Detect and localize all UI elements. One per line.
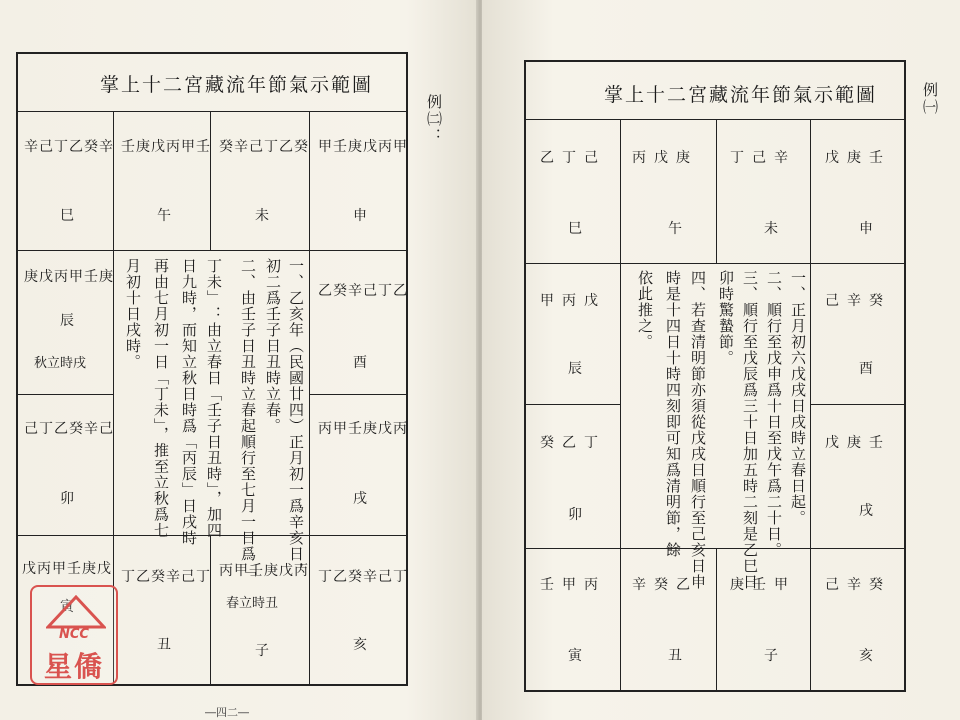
left-cell-hai — [309, 535, 408, 686]
left-example-label: 例㈡： — [425, 94, 443, 145]
right-cell-wu — [620, 119, 717, 264]
left-text-col-1: 一、乙亥年（民國廿四）正月初一爲辛亥日， — [287, 258, 305, 578]
right-stems-wu: 丙戊庚 — [632, 150, 698, 166]
right-cell-wei — [716, 119, 811, 264]
right-cell-shen — [810, 119, 906, 264]
right-text-col-1: 一、正月初六戊戌日戌時立春日起。 — [789, 270, 807, 526]
stamp-name: 星僑 — [43, 650, 104, 683]
right-branch-mao: 卯 — [568, 507, 582, 523]
watermark-stamp — [30, 585, 118, 685]
left-branch-chen: 辰 — [60, 313, 74, 329]
left-stems-shen: 甲壬庚戊丙甲 — [318, 139, 408, 155]
left-branch-chou: 丑 — [157, 637, 171, 653]
triangle-logo-icon — [46, 595, 106, 629]
right-stems-yin: 壬甲丙 — [540, 577, 606, 593]
right-branch-you: 酉 — [859, 361, 873, 377]
left-branch-shen: 申 — [353, 208, 367, 224]
left-stems-you: 乙癸辛己丁乙 — [318, 283, 408, 299]
right-text-col-4: 卯時驚蟄節。 — [717, 270, 735, 366]
right-branch-wei: 未 — [764, 221, 778, 237]
left-branch-yin: 寅 — [60, 599, 74, 615]
right-page — [482, 0, 960, 720]
right-branch-shen: 申 — [859, 221, 873, 237]
right-cell-chen — [524, 263, 621, 405]
left-stems-zi: 丙甲壬庚戊丙 — [219, 563, 309, 579]
right-stems-mao: 癸乙丁 — [540, 435, 606, 451]
left-stems-si: 辛己丁乙癸辛 — [24, 139, 114, 155]
right-stems-chen: 甲丙戊 — [540, 293, 606, 309]
left-stems-xu: 丙甲壬庚戊丙 — [318, 421, 408, 437]
left-cell-you — [309, 250, 408, 395]
right-stems-si: 乙丁己 — [540, 150, 606, 166]
right-text-col-6: 時是十四日十時四刻即可知爲清明節，餘 — [664, 270, 682, 558]
left-cell-xu — [309, 394, 408, 536]
left-stems-wu: 壬庚戊丙甲壬 — [121, 139, 211, 155]
right-diagram-title: 掌上十二宮藏流年節氣示範圖 — [604, 84, 878, 106]
right-cell-zi — [716, 548, 811, 692]
left-text-col-7: 月初十日戌時。 — [124, 258, 142, 370]
right-text-col-5: 四、若查清明節亦須從戊戌日順行至己亥日申 — [689, 270, 707, 590]
right-stems-hai: 己辛癸 — [825, 577, 891, 593]
right-branch-chou: 丑 — [668, 648, 682, 664]
left-stems-yin: 戊丙甲壬庚戊 — [22, 561, 112, 577]
right-branch-hai: 亥 — [859, 648, 873, 664]
left-branch-zi: 子 — [255, 643, 269, 659]
left-branch-mao: 卯 — [60, 491, 74, 507]
left-text-col-4: 丁未」：由立春日「壬子日丑時」，加四 — [205, 258, 223, 539]
right-text-col-2: 二、順行至戊申爲十日至戊午爲二十日。 — [765, 270, 783, 558]
left-stems-chen: 庚戊丙甲壬庚 — [24, 269, 114, 285]
left-text-col-6: 再由七月初一日「丁未」，推至立秋爲七 — [152, 258, 170, 539]
right-text-col-7: 依此推之。 — [636, 270, 654, 350]
left-cell-mao — [16, 394, 114, 536]
left-text-col-3: 二、由壬子日丑時立春起順行至七月一日爲「 — [239, 258, 257, 578]
left-cell-si — [16, 111, 114, 251]
left-cell-wei — [210, 111, 310, 251]
left-stems-hai: 丁乙癸辛己丁 — [318, 569, 408, 585]
left-branch-wu: 午 — [157, 208, 171, 224]
left-note-zi: 春立時丑 — [226, 596, 279, 611]
right-branch-si: 巳 — [568, 221, 582, 237]
right-example-label: 例㈠ — [921, 82, 939, 116]
left-stems-wei: 癸辛己丁乙癸 — [219, 139, 309, 155]
left-branch-you: 酉 — [353, 355, 367, 371]
right-stems-shen: 戊庚壬 — [825, 150, 891, 166]
right-stems-xu: 戊庚壬 — [825, 435, 891, 451]
left-branch-xu: 戌 — [353, 491, 367, 507]
right-cell-hai — [810, 548, 906, 692]
left-cell-chou — [113, 535, 211, 686]
stamp-abbr: NCC — [59, 627, 89, 642]
right-cell-mao — [524, 404, 621, 549]
right-stems-zi: 庚壬甲 — [730, 577, 796, 593]
left-stems-chou: 丁乙癸辛己丁 — [121, 569, 211, 585]
right-cell-yin — [524, 548, 621, 692]
right-text-col-3: 三、順行至戊辰爲三十日加五時二刻是乙巳日 — [741, 270, 759, 590]
left-cell-wu — [113, 111, 211, 251]
right-cell-si — [524, 119, 621, 264]
right-branch-chen: 辰 — [568, 361, 582, 377]
right-stems-chou: 辛癸乙 — [632, 577, 698, 593]
left-page — [0, 0, 478, 720]
right-branch-xu: 戌 — [859, 503, 873, 519]
right-stems-you: 己辛癸 — [825, 293, 891, 309]
left-diagram-title: 掌上十二宮藏流年節氣示範圖 — [100, 74, 374, 96]
left-cell-shen — [309, 111, 408, 251]
right-branch-zi: 子 — [764, 648, 778, 664]
left-branch-hai: 亥 — [353, 637, 367, 653]
right-cell-you — [810, 263, 906, 405]
right-cell-xu — [810, 404, 906, 549]
left-text-col-2: 初二爲壬子日丑時立春。 — [264, 258, 282, 434]
left-stems-mao: 己丁乙癸辛己 — [24, 421, 114, 437]
left-note-chen: 秋立時戌 — [34, 356, 87, 371]
left-branch-si: 巳 — [60, 208, 74, 224]
left-branch-wei: 未 — [255, 208, 269, 224]
left-page-number: ―四二― — [205, 706, 249, 719]
right-branch-wu: 午 — [668, 221, 682, 237]
right-stems-wei: 丁己辛 — [730, 150, 796, 166]
right-branch-yin: 寅 — [568, 648, 582, 664]
left-text-col-5: 日九時，而知立秋日時爲「丙辰」日戌時 — [180, 258, 198, 546]
